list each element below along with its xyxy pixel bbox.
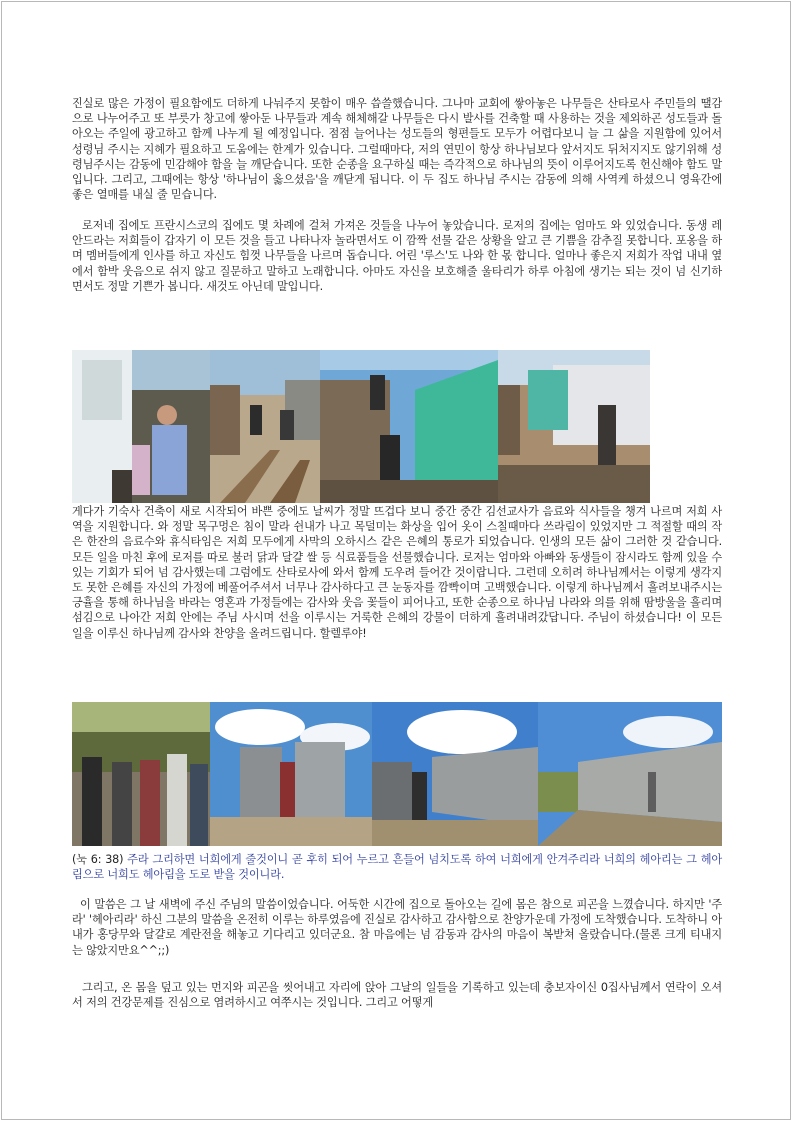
verse-paragraph [72, 852, 722, 882]
photo-workers-lumber-yard [210, 350, 320, 503]
photo-row-2 [72, 702, 722, 846]
photo-corrugated-fence-sky [210, 702, 372, 846]
paragraph-5: 그리고, 온 몸을 덮고 있는 먼지와 피곤을 씻어내고 자리에 앉아 그날의 일들을 기록하고 있는데 충보자이신 0집사님께서 연락이 오셔서 저의 건강문제를 진심으로 염려하시고 여쭈시는 것입니다. 그리고 어떻게 [72, 981, 722, 1010]
paragraph-4: 이 말씀은 그 날 새벽에 주신 주님의 말씀이었습니다. 어둑한 시간에 집으로 돌아오는 길에 몸은 참으로 피곤을 느꼈습니다. 하지만 '주라' '헤아리라' 하신 그분의 말씀을 온전히 이루는 하루였음에 진실로 감사하고 감사함으로 찬양가운데 가정에 도착했습니다. 도착하니 아내가 홍당무와 달걀로 계란전을 해놓고 기다리고 있더군요. 참 마음에는 넘 감동과 감사의 마음이 복받쳐 올랐습니다.(물론 크게 티내지는 않았지만요^^;;) [72, 898, 722, 957]
photo-finished-fence-line [538, 702, 722, 846]
photo-green-tarp-fence [320, 350, 498, 503]
photo-family-fence-work [72, 350, 210, 503]
verse-text: 주라 그리하면 너희에게 줄것이니 곧 후히 되어 누르고 흔들어 넘치도록 하여 너희에게 안겨주리라 너희의 헤아리는 그 헤아림으로 너희도 헤아림을 도로 받을 것이니라. [72, 853, 723, 882]
photo-row-1 [72, 350, 722, 503]
photo-fence-wide-panorama [372, 702, 538, 846]
photo-fence-building-site [498, 350, 650, 503]
verse-reference: (눅 6: 38) [72, 853, 124, 866]
paragraph-3: 게다가 기숙사 건축이 새로 시작되어 바쁜 중에도 날씨가 정말 뜨겁다 보니 중간 중간 김선교사가 음료와 식사들을 챙겨 나르며 저희 사역을 지원합니다. 와 정말 목구멍은 침이 말라 쉰내가 나고 목덜미는 화상을 입어 옷이 스칠때마다 쓰라림이 있었지만 그 적절할 때의 작은 한잔의 음료수와 휴식타임은 저희 모두에게 사막의 오하시스 같은 은혜의 통로가 되었습니다. 인생의 모든 삶이 그러한 것 같습니다. 모든 일을 마친 후에 로저를 따로 불러 닭과 달걀 쌀 등 식료품들을 선물했습니다. 로저는 엄마와 아빠와 동생들이 잠시라도 함께 있을 수 있는 기회가 되어 넘 감사했는데 그럼에도 산타로사에 와서 함께 도우려 들어간 것이랍니다. 그런데 오히려 하나님께서는 이렇게 생각지도 못한 은혜를 자신의 가정에 베풀어주셔서 너무나 감사하다고 큰 눈동자를 깜빡이며 고백했습니다. 이렇게 하나님께서 흘려보내주시는 긍휼을 통해 하나님을 바라는 영혼과 가정들에는 감사와 웃음 꽃들이 피어나고, 또한 순종으로 하나님 나라와 의를 위해 땀방울을 흘리며 섬김으로 나아간 저희 안에는 주님 사시며 선을 이루시는 거룩한 은혜의 강물이 더하게 흘려내려갔답니다. 주님이 하셨습니다! 이 모든 일을 이루신 하나님께 감사와 찬양을 올려드립니다. 할렐루야! [72, 505, 722, 640]
paragraph-1: 진실로 많은 가정이 필요함에도 더하게 나눠주지 못함이 매우 씁쓸했습니다. 그나마 교회에 쌓아놓은 나무들은 산타로사 주민들의 땔감으로 나누어주고 또 부릇가 창고에 쌓아둔 나무들과 계속 해체해갈 나무들은 다시 발사를 건축할 때 사용하는 것을 제외하곤 성도들과 돌아오는 주일에 광고하고 함께 나누게 될 예정입니다. 점점 늘어나는 성도들의 형편들도 모두가 어렵다보니 늘 그 삶을 지원함에 있어서 성령님 주시는 지혜가 필요하고 도움에는 한계가 있습니다. 그럴때마다, 저의 연민이 항상 하나님보다 앞서지도 뒤처지지도 않기위해 성령님주시는 감동에 민감해야 함을 늘 깨닫습니다. 또한 순종을 요구하실 때는 즉각적으로 하나님의 뜻이 이루어지도록 헌신해야 함도 말입니다. 그리고, 그때에는 항상 '하나님이 옳으셨음'을 깨닫게 됩니다. 이 두 집도 하나님 주시는 감동에 의해 사역케 하셨으니 영육간에 좋은 열매를 내실 줄 믿습니다. [72, 97, 722, 202]
photo-group-gathering [72, 702, 210, 846]
paragraph-2: 로저네 집에도 프란시스코의 집에도 몇 차례에 걸쳐 가져온 것들을 나누어 놓았습니다. 로저의 집에는 엄마도 와 있었습니다. 동생 레안드라는 저희들이 갑자기 이 모든 것을 들고 나타나자 놀라면서도 이 깜짝 선물 같은 상황을 알고 큰 기쁨을 감추질 못합니다. 포옹을 하며 멤버들에게 인사를 하고 자신도 힘껏 나무들을 나르며 돕습니다. 어린 '루스'도 나와 한 몫 합니다. 얼마나 좋은지 저희가 작업 내내 옆에서 함박 웃음으로 쉬지 않고 질문하고 말하고 노래합니다. 아마도 자신을 보호해줄 울타리가 하루 아침에 생기는 되는 것이 넘 신기하면서도 정말 기쁜가 봅니다. 새것도 아닌데 말입니다. [72, 219, 722, 293]
